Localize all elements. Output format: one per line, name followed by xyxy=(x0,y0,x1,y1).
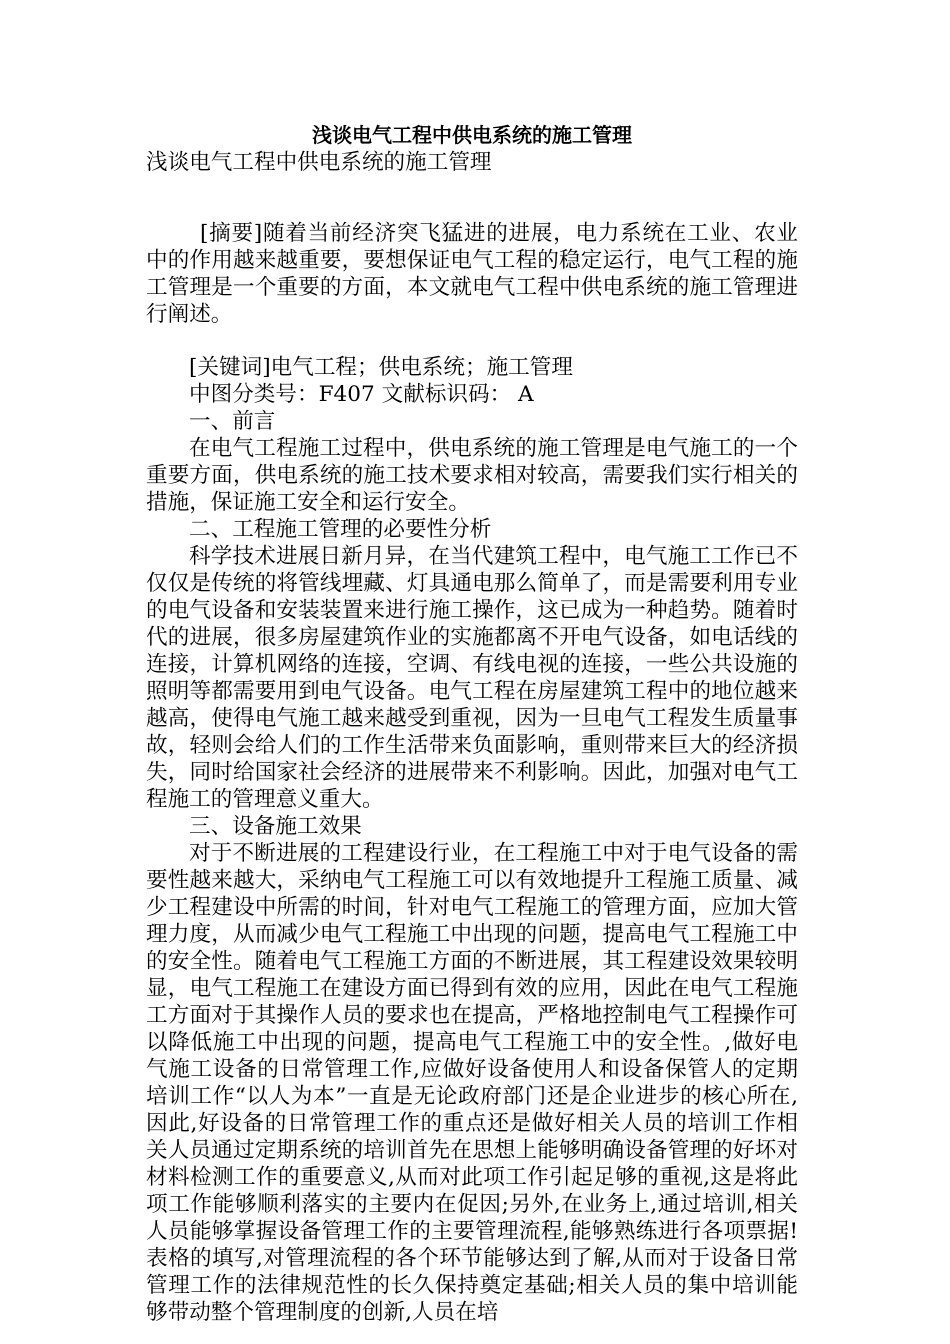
document-subtitle: 浅谈电气工程中供电系统的施工管理 xyxy=(146,150,492,175)
keywords-line: [关键词]电气工程；供电系统；施工管理 xyxy=(189,355,573,380)
classification-line: 中图分类号：F407 文献标识码： A xyxy=(189,382,534,407)
section-heading-equipment: 三、设备施工效果 xyxy=(189,814,362,839)
section-body-necessity: 科学技术进展日新月异，在当代建筑工程中，电气施工工作已不仅仅是传统的将管线埋藏、灯具通电那么简单了，而是需要利用专业的电气设备和安装装置来进行施工操作，这已成为一种趋势。随着时代的进展，很多房屋建筑作业的实施都离不开电气设备，如电话线的连接，计算机网络的连接，空调、有线电视的连接，一些公共设施的照明等都需要用到电气设备。电气工程在房屋建筑工程中的地位越来越高，使得电气施工越来越受到重视，因为一旦电气工程发生质量事故，轻则会给人们的工作生活带来负面影响，重则带来巨大的经济损失，同时给国家社会经济的进展带来不利影响。因此，加强对电气工程施工的管理意义重大。 xyxy=(146,544,798,812)
section-body-preface: 在电气工程施工过程中，供电系统的施工管理是电气施工的一个重要方面，供电系统的施工技术要求相对较高，需要我们实行相关的措施，保证施工安全和运行安全。 xyxy=(146,436,798,515)
document-page xyxy=(146,122,798,1326)
abstract-paragraph: [摘要]随着当前经济突飞猛进的进展，电力系统在工业、农业中的作用越来越重要，要想保证电气工程的稳定运行，电气工程的施工管理是一个重要的方面，本文就电气工程中供电系统的施工管理进行阐述。 xyxy=(146,221,798,327)
section-heading-preface: 一、前言 xyxy=(189,409,276,434)
section-body-equipment: 对于不断进展的工程建设行业，在工程施工中对于电气设备的需要性越来越大，采纳电气工程施工可以有效地提升工程施工质量、减少工程建设中所需的时间，针对电气工程施工的管理方面，应加大管理力度，从而减少电气工程施工中出现的问题，提高电气工程施工中的安全性。随着电气工程施工方面的不断进展，其工程建设效果较明显，电气工程施工在建设方面已得到有效的应用，因此在电气工程施工方面对于其操作人员的要求也在提高，严格地控制电气工程操作可以降低施工中出现的问题，提高电气工程施工中的安全性。,做好电气施工设备的日常管理工作,应做好设备使用人和设备保管人的定期培训工作“以人为本”一直是无论政府部门还是企业进步的核心所在,因此,好设备的日常管理工作的重点还是做好相关人员的培训工作相关人员通过定期系统的培训首先在思想上能够明确设备管理的好坏对材料检测工作的重要意义,从而对此项工作引起足够的重视,这是将此项工作能够顺利落实的主要内在促因;另外,在业务上,通过培训,相关人员能够掌握设备管理工作的主要管理流程,能够熟练进行各项票据!表格的填写,对管理流程的各个环节能够达到了解,从而对于设备日常管理工作的法律规范性的长久保持奠定基础;相关人员的集中培训能够带动整个管理制度的创新,人员在培 xyxy=(146,841,798,1325)
section-heading-necessity: 二、工程施工管理的必要性分析 xyxy=(189,517,492,542)
document-title: 浅谈电气工程中供电系统的施工管理 xyxy=(312,123,632,147)
